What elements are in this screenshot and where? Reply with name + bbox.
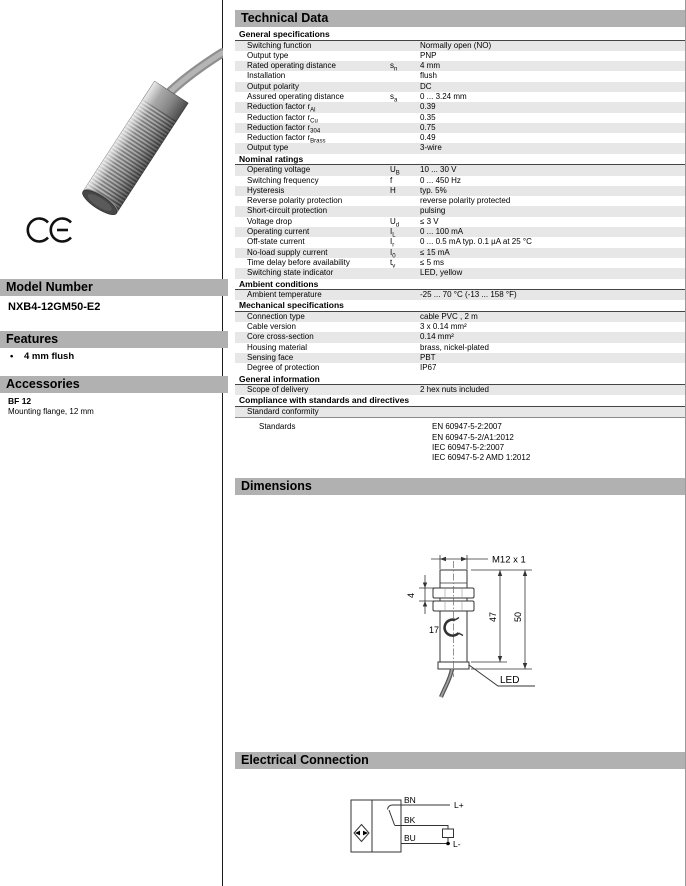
- spec-group-header: Ambient conditions: [235, 279, 685, 291]
- wire-bn-label: BN: [404, 795, 416, 805]
- spec-label: Switching frequency: [247, 175, 319, 185]
- terminal-lminus-label: L-: [453, 839, 461, 849]
- spec-value: 10 ... 30 V: [420, 165, 457, 175]
- spec-label: Reduction factor $r_{Al}$: [247, 102, 316, 114]
- spec-value: 3-wire: [420, 143, 442, 153]
- spec-symbol: [390, 332, 420, 342]
- spec-value: 0.14 mm²: [420, 332, 454, 342]
- spec-symbol: $I_0$: [390, 247, 396, 260]
- left-column: [0, 0, 223, 886]
- sensor-body: [79, 81, 188, 219]
- spec-symbol: [402, 422, 432, 463]
- spec-symbol: [390, 268, 420, 278]
- spec-row: [235, 41, 685, 51]
- spec-label: Assured operating distance: [247, 91, 344, 101]
- spec-label: Switching function: [247, 40, 312, 50]
- spec-label: Housing material: [247, 342, 308, 352]
- spec-value: EN 60947-5-2:2007 EN 60947-5-2/A1:2012 IEC 60947-5-2:2007 IEC 60947-5-2 AMD 1:2012: [432, 422, 531, 463]
- spec-row: [235, 290, 685, 300]
- spec-label: Output polarity: [247, 81, 300, 91]
- spec-row: [235, 422, 685, 463]
- inductive-sensor-icon: [354, 825, 369, 842]
- sensor-cable: [171, 53, 222, 91]
- spec-label: Scope of delivery: [247, 385, 309, 395]
- spec-group-header: Compliance with standards and directives: [235, 395, 685, 407]
- spec-symbol: $t_v$: [390, 257, 396, 270]
- spec-row: [235, 217, 685, 227]
- spec-symbol: [390, 290, 420, 300]
- thread-size-label: M12 x 1: [492, 554, 526, 566]
- spec-symbol: [390, 206, 420, 216]
- feature-item: [10, 351, 74, 362]
- spec-row: [235, 343, 685, 353]
- spec-row: [235, 268, 685, 278]
- spec-symbol: H: [390, 185, 396, 195]
- spec-symbol: $I_r$: [390, 237, 395, 249]
- accessories-header: Accessories: [0, 376, 228, 393]
- spec-value: IP67: [420, 363, 437, 373]
- spec-row: [235, 92, 685, 102]
- spec-symbol: [390, 71, 420, 81]
- spec-symbol: [390, 51, 420, 61]
- electrical-connection-diagram: [345, 792, 560, 867]
- spec-value: cable PVC , 2 m: [420, 311, 478, 321]
- spec-symbol: [390, 322, 420, 332]
- spec-value: 2 hex nuts included: [420, 385, 489, 395]
- spec-symbol: [390, 143, 420, 153]
- spec-value: typ. 5%: [420, 185, 447, 195]
- length-50-label: 50: [513, 611, 523, 623]
- spec-value: flush: [420, 71, 437, 81]
- ce-mark-icon: [26, 216, 76, 244]
- spec-subgroup-header: Standard conformity: [235, 407, 685, 418]
- spec-symbol: $U_d$: [390, 216, 400, 229]
- spec-row: [235, 248, 685, 258]
- product-photo: [0, 12, 223, 227]
- spec-symbol: [390, 123, 420, 133]
- spec-label: Time delay before availability: [247, 257, 350, 267]
- spec-label: Standards: [259, 422, 296, 432]
- model-number: NXB4-12GM50-E2: [8, 301, 101, 313]
- spec-symbol: [390, 41, 420, 51]
- spec-value: 3 x 0.14 mm²: [420, 322, 467, 332]
- spec-symbol: [390, 82, 420, 92]
- spec-value: 0.35: [420, 112, 436, 122]
- spec-label: Output type: [247, 143, 289, 153]
- spec-label: Hysteresis: [247, 185, 285, 195]
- spec-label: No-load supply current: [247, 247, 328, 257]
- spec-label: Output type: [247, 50, 289, 60]
- spec-value: -25 ... 70 °C (-13 ... 158 °F): [420, 290, 517, 300]
- spec-value: 0 ... 0.5 mA typ. 0.1 µA at 25 °C: [420, 237, 532, 247]
- spec-label: Reduction factor $r_{Cu}$: [247, 112, 318, 125]
- right-column: [235, 0, 685, 886]
- spec-group-header: General information: [235, 374, 685, 386]
- spec-group-header: Nominal ratings: [235, 154, 685, 166]
- spec-row: [235, 258, 685, 268]
- spec-row: [235, 237, 685, 247]
- electrical-connection-header: Electrical Connection: [235, 752, 686, 769]
- spec-label: Rated operating distance: [247, 61, 336, 71]
- dimensions-header: Dimensions: [235, 478, 686, 495]
- spec-row: [235, 113, 685, 123]
- spec-symbol: $s_a$: [390, 91, 398, 104]
- spec-symbol: [390, 343, 420, 353]
- spec-row: [235, 206, 685, 216]
- spec-symbol: [390, 113, 420, 123]
- spec-row: [235, 51, 685, 61]
- spec-value: DC: [420, 81, 432, 91]
- spec-row: [235, 176, 685, 186]
- spec-value: pulsing: [420, 206, 446, 216]
- spec-group-header: General specifications: [235, 29, 685, 41]
- spec-value: PNP: [420, 50, 437, 60]
- spec-group-header: Mechanical specifications: [235, 300, 685, 312]
- spec-row: [235, 196, 685, 206]
- spec-value: ≤ 3 V: [420, 216, 439, 226]
- spec-row: [235, 322, 685, 332]
- spec-row: [235, 186, 685, 196]
- spec-label: Reduction factor $r_{Brass}$: [247, 133, 326, 145]
- led-label: LED: [500, 675, 520, 686]
- terminal-lplus-label: L+: [454, 800, 464, 810]
- spec-label: Degree of protection: [247, 363, 320, 373]
- spec-label: Installation: [247, 71, 286, 81]
- spec-row: [235, 353, 685, 363]
- spec-label: Connection type: [247, 311, 305, 321]
- spec-row: [235, 227, 685, 237]
- spec-symbol: [390, 102, 420, 112]
- spec-label: Off-state current: [247, 237, 305, 247]
- wire-bu-label: BU: [404, 833, 416, 843]
- switch-hook: [388, 805, 393, 810]
- spec-value: ≤ 5 ms: [420, 257, 444, 267]
- spec-value: 0 ... 3.24 mm: [420, 91, 467, 101]
- dimension-drawing: [395, 525, 625, 735]
- spec-row: [235, 312, 685, 322]
- technical-data-header: Technical Data: [235, 10, 685, 27]
- spec-row: [235, 332, 685, 342]
- spec-symbol: [390, 196, 420, 206]
- tech-spec-table: [235, 29, 685, 463]
- spec-label: Reduction factor $r_{304}$: [247, 122, 321, 135]
- spec-value: LED, yellow: [420, 268, 463, 278]
- spec-symbol: [390, 363, 420, 373]
- spec-value: 0.75: [420, 122, 436, 132]
- spec-row: [235, 61, 685, 71]
- spec-row: [235, 102, 685, 112]
- spec-symbol: $I_L$: [390, 227, 396, 239]
- spec-value: ≤ 15 mA: [420, 247, 450, 257]
- spec-value: 4 mm: [420, 61, 440, 71]
- spec-label: Voltage drop: [247, 216, 292, 226]
- wire-bk-label: BK: [404, 815, 416, 825]
- spec-row: [235, 363, 685, 373]
- spec-value: brass, nickel-plated: [420, 342, 489, 352]
- spec-row: [235, 143, 685, 153]
- spec-label: Short-circuit protection: [247, 206, 328, 216]
- spec-row: [235, 123, 685, 133]
- spec-label: Operating current: [247, 227, 310, 237]
- spec-value: 0 ... 450 Hz: [420, 175, 461, 185]
- spec-value: Normally open (NO): [420, 40, 492, 50]
- spec-value: 0 ... 100 mA: [420, 227, 464, 237]
- switch-blade: [389, 810, 395, 825]
- spec-row: [235, 385, 685, 395]
- bullet-icon: •: [10, 351, 14, 362]
- wrench-size-label: 17: [428, 625, 439, 635]
- spec-symbol: $U_B$: [390, 165, 400, 177]
- junction-dot: [446, 842, 450, 846]
- spec-value: reverse polarity protected: [420, 196, 511, 206]
- accessory-description: Mounting flange, 12 mm: [8, 407, 94, 416]
- spec-symbol: f: [390, 175, 393, 185]
- feature-label: 4 mm flush: [24, 351, 75, 362]
- spec-row: [235, 133, 685, 143]
- spec-label: Reverse polarity protection: [247, 196, 343, 206]
- spec-row: [235, 71, 685, 81]
- spec-value: 0.39: [420, 102, 436, 112]
- spec-label: Switching state indicator: [247, 268, 334, 278]
- spec-symbol: [390, 385, 420, 395]
- model-number-header: Model Number: [0, 279, 228, 296]
- features-header: Features: [0, 331, 228, 348]
- spec-symbol: [390, 133, 420, 143]
- spec-label: Operating voltage: [247, 165, 311, 175]
- spec-row: [235, 82, 685, 92]
- nut-height-label: 4: [406, 592, 416, 598]
- spec-label: Sensing face: [247, 353, 294, 363]
- spec-label: Core cross-section: [247, 332, 314, 342]
- load-symbol: [443, 829, 454, 838]
- spec-row: [235, 165, 685, 175]
- spec-label: Ambient temperature: [247, 290, 322, 300]
- spec-symbol: $s_n$: [390, 61, 398, 73]
- spec-value: PBT: [420, 353, 436, 363]
- length-47-label: 47: [488, 611, 498, 623]
- spec-label: Cable version: [247, 322, 296, 332]
- spec-symbol: [390, 312, 420, 322]
- accessory-name: BF 12: [8, 396, 32, 406]
- spec-symbol: [390, 353, 420, 363]
- spec-value: 0.49: [420, 133, 436, 143]
